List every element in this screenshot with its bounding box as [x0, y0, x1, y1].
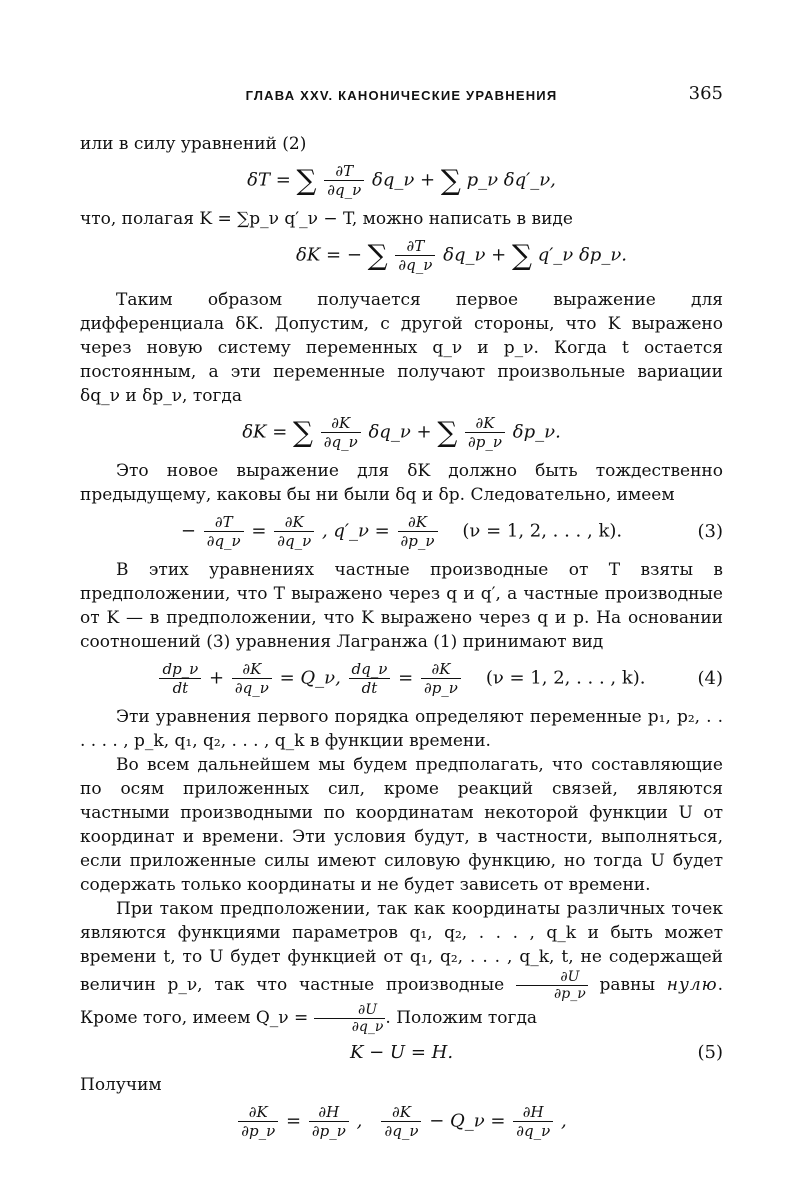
formula-result: $\frac{\partial K}{\partial p\_\nu}$ = $\frac{\partial H}{\partial p\_\nu}$ , $\frac{\partial K}{\partial q\_\nu}$ − Q_ν = $\frac{\partial H}{\partial q\_\nu}$ , [80, 1103, 723, 1140]
equation-number-4: (4) [697, 667, 723, 689]
paragraph: Во всем дальнейшем мы будем предполагать, что составляющие по осям приложенных сил, кроме реакций связей, являются частными производными по координатам некоторой функции U от координат и времени. Эти условия будут, в частности, выполняться, если приложенные силы имеют силовую функцию, но тогда U будет содержать только координаты и не будет зависеть от времени. [80, 755, 723, 895]
inline-fraction-du-dp: $\frac{\partial U}{\partial p\_\nu}$ [516, 969, 588, 1002]
formula-delta-k-2: δK = ∑ $\frac{\partial K}{\partial q\_\nu}$ δq_ν + ∑ $\frac{\partial K}{\partial p\_\nu}$ δp_ν. [242, 414, 561, 451]
formula-delta-k-1: δK = − ∑ $\frac{\partial T}{\partial q\_\nu}$ δq_ν + ∑ q′_ν δp_ν. [296, 237, 627, 274]
paragraph: или в силу уравнений (2) [80, 134, 307, 154]
paragraph: Эти уравнения первого порядка определяют переменные p₁, p₂, . . . . . . , p_k, q₁, q₂, . . . , q_k в функции времени. [80, 707, 723, 751]
inline-fraction-du-dq: $\frac{\partial U}{\partial q\_\nu}$ [314, 1002, 386, 1035]
paragraph: Это новое выражение для δK должно быть тождественно предыдущему, каковы бы ни были δq и δp. Следовательно, имеем [80, 461, 723, 505]
running-header [80, 84, 723, 110]
paragraph: что, полагая K = ∑p_ν q′_ν − T, можно написать в виде [80, 209, 573, 229]
paragraph: В этих уравнениях частные производные от T взяты в предположении, что T выражено через q и q′, а частные производные от K — в предположении, что K выражено через q и p. На основании соотношений (3) уравнения Лагранжа (1) принимают вид [80, 560, 723, 652]
paragraph: Получим [80, 1075, 162, 1095]
paragraph-with-inline-formulas: При таком предположении, так как координаты различных точек являются функциями параметров q₁, q₂, . . . , q_k и быть может времени t, то U будет функцией от q₁, q₂, . . . , q_k, t, не содержащей величин p_ν, так что частные производные $\frac{\partial U}{\partial p\_\nu}$ равны нулю. Кроме того, имеем Q_ν = $\frac{\partial U}{\partial q\_\nu}$ . Положим тогда [80, 899, 724, 1035]
formula-3: − $\frac{\partial T}{\partial q\_\nu}$ = $\frac{\partial K}{\partial q\_\nu}$ , q′_ν = $\frac{\partial K}{\partial p\_\nu}$ (ν = 1, 2, . . . , k). (3) [180, 513, 723, 550]
formula-4: $\frac{dp\_\nu}{dt}$ + $\frac{\partial K}{\partial q\_\nu}$ = Q_ν, $\frac{dq\_\nu}{dt}$ = $\frac{\partial K}{\partial p\_\nu}$ (ν = 1, 2, . . . , k). (4) [80, 660, 723, 697]
paragraph: Таким образом получается первое выражение для дифференциала δK. Допустим, с другой стороны, что K выражено через новую систему переменных q_ν и p_ν. Когда t остается постоянным, а эти переменные получают произвольные вариации δq_ν и δp_ν, тогда [80, 290, 723, 406]
chapter-title: ГЛАВА XXV. КАНОНИЧЕСКИЕ УРАВНЕНИЯ [245, 88, 558, 103]
equation-number-3: (3) [697, 520, 723, 542]
formula-5: K − U = H. (5) [349, 1042, 723, 1063]
page-number: 365 [688, 83, 723, 104]
formula-delta-t: δT = ∑ $\frac{\partial T}{\partial q\_\nu}$ δq_ν + ∑ p_ν δq′_ν, [247, 162, 556, 199]
equation-number-5: (5) [697, 1042, 723, 1063]
